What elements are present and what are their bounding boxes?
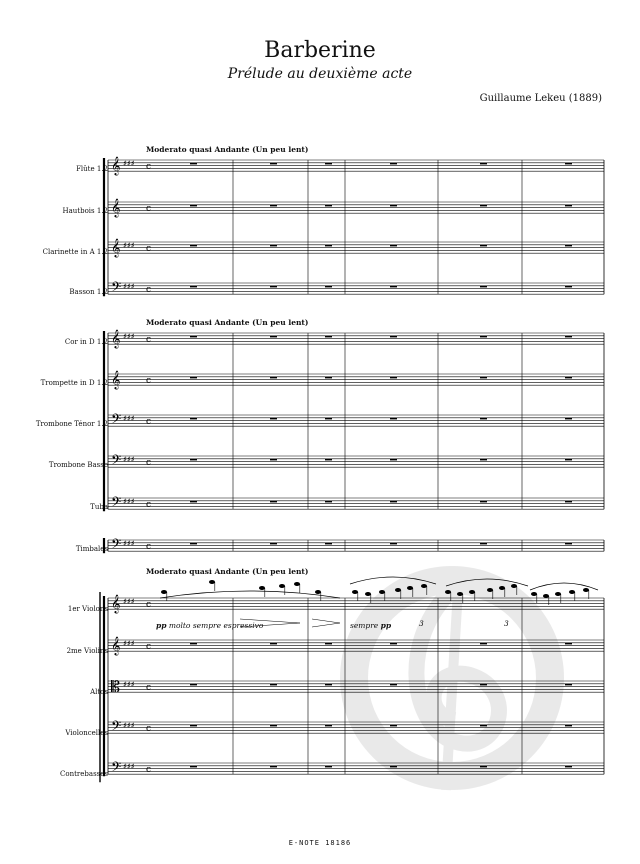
whole-rest (270, 684, 277, 686)
label-clarinet: Clarinette in A 1.2 (42, 248, 108, 256)
whole-rest (325, 286, 332, 288)
key-signature-sharps: ♯♯♯ (123, 414, 135, 423)
whole-rest (190, 418, 197, 420)
whole-rest (565, 501, 572, 503)
clef-icon: 𝄢 (111, 279, 122, 298)
key-signature-sharps: ♯♯♯ (123, 241, 135, 250)
label-violin1: 1er Violons (67, 605, 108, 613)
common-time-icon: c (146, 600, 152, 610)
dynamic-pp: pp (156, 621, 167, 630)
note-head (379, 590, 385, 594)
whole-rest (190, 336, 197, 338)
note-head (209, 580, 215, 584)
whole-rest (390, 766, 397, 768)
label-cello: Violoncelles (65, 729, 108, 737)
common-time-icon: c (146, 335, 152, 345)
whole-rest (190, 501, 197, 503)
whole-rest (480, 205, 487, 207)
clef-icon: 𝄢 (111, 411, 122, 430)
whole-rest (480, 766, 487, 768)
label-contrabass: Contrebasses (60, 770, 108, 778)
whole-rest (390, 245, 397, 247)
note-head (315, 590, 321, 594)
whole-rest (325, 766, 332, 768)
tempo-marking-strings: Moderato quasi Andante (Un peu lent) (146, 567, 309, 576)
whole-rest (325, 163, 332, 165)
whole-rest (390, 163, 397, 165)
clef-icon: 𝄢 (111, 452, 122, 471)
common-time-icon: c (146, 162, 152, 172)
common-time-icon: c (146, 642, 152, 652)
common-time-icon: c (146, 376, 152, 386)
whole-rest (270, 163, 277, 165)
label-oboe: Hautbois 1.2 (62, 207, 108, 215)
whole-rest (390, 418, 397, 420)
triplet-marker-1: 3 (419, 619, 424, 628)
whole-rest (480, 418, 487, 420)
label-timpani: Timbales (75, 545, 108, 553)
whole-rest (390, 684, 397, 686)
whole-rest (565, 286, 572, 288)
treble-clef-watermark (340, 566, 564, 790)
clef-icon: 𝄞 (111, 370, 121, 389)
label-violin2: 2me Violins (66, 647, 108, 655)
whole-rest (390, 459, 397, 461)
whole-rest (480, 543, 487, 545)
common-time-icon: c (146, 724, 152, 734)
whole-rest (565, 725, 572, 727)
whole-rest (270, 501, 277, 503)
whole-rest (565, 684, 572, 686)
key-signature-sharps: ♯♯♯ (123, 282, 135, 291)
whole-rest (480, 245, 487, 247)
clef-icon: 𝄞 (111, 594, 121, 613)
whole-rest (390, 643, 397, 645)
common-time-icon: c (146, 500, 152, 510)
whole-rest (480, 377, 487, 379)
note-head (543, 594, 549, 598)
note-head (531, 592, 537, 596)
publisher-footer: E-NOTE 18186 (288, 839, 352, 847)
label-viola: Altos (90, 688, 108, 696)
common-time-icon: c (146, 285, 152, 295)
whole-rest (190, 684, 197, 686)
whole-rest (390, 501, 397, 503)
key-signature-sharps: ♯♯♯ (123, 762, 135, 771)
note-head (469, 590, 475, 594)
whole-rest (325, 418, 332, 420)
whole-rest (390, 377, 397, 379)
whole-rest (325, 643, 332, 645)
key-signature-sharps: ♯♯♯ (123, 332, 135, 341)
note-head (407, 586, 413, 590)
key-signature-sharps: ♯♯♯ (123, 159, 135, 168)
whole-rest (325, 501, 332, 503)
composer-credit: Guillaume Lekeu (1889) (479, 93, 602, 104)
whole-rest (480, 643, 487, 645)
whole-rest (480, 459, 487, 461)
common-time-icon: c (146, 204, 152, 214)
whole-rest (270, 543, 277, 545)
whole-rest (325, 336, 332, 338)
whole-rest (325, 245, 332, 247)
note-head (499, 586, 505, 590)
tempo-marking-brass: Moderato quasi Andante (Un peu lent) (146, 318, 309, 327)
note-head (279, 584, 285, 588)
whole-rest (565, 418, 572, 420)
whole-rest (270, 643, 277, 645)
whole-rest (390, 725, 397, 727)
key-signature-sharps: ♯♯♯ (123, 721, 135, 730)
clef-icon: 𝄞 (111, 198, 121, 217)
whole-rest (480, 286, 487, 288)
note-head (421, 584, 427, 588)
whole-rest (190, 459, 197, 461)
common-time-icon: c (146, 765, 152, 775)
whole-rest (325, 543, 332, 545)
common-time-icon: c (146, 542, 152, 552)
decrescendo-hairpin (312, 619, 340, 627)
note-head (365, 592, 371, 596)
whole-rest (565, 643, 572, 645)
tempo-marking-woodwinds: Moderato quasi Andante (Un peu lent) (146, 145, 309, 154)
note-head (457, 592, 463, 596)
whole-rest (190, 286, 197, 288)
key-signature-sharps: ♯♯♯ (123, 455, 135, 464)
whole-rest (325, 205, 332, 207)
note-head (445, 590, 451, 594)
whole-rest (325, 684, 332, 686)
piece-title: Barberine (264, 38, 376, 63)
whole-rest (190, 543, 197, 545)
whole-rest (270, 418, 277, 420)
whole-rest (270, 286, 277, 288)
clef-icon: 𝄢 (111, 759, 122, 778)
key-signature-sharps: ♯♯♯ (123, 539, 135, 548)
whole-rest (190, 163, 197, 165)
whole-rest (325, 459, 332, 461)
whole-rest (565, 459, 572, 461)
clef-icon: 𝄢 (111, 718, 122, 737)
key-signature-sharps: ♯♯♯ (123, 639, 135, 648)
whole-rest (325, 377, 332, 379)
whole-rest (565, 245, 572, 247)
dynamic-pp-molto (156, 621, 263, 630)
label-trombone-bass: Trombone Basse (48, 461, 108, 469)
whole-rest (565, 377, 572, 379)
label-trumpet: Trompette in D 1.2 (40, 379, 108, 387)
whole-rest (190, 377, 197, 379)
whole-rest (390, 205, 397, 207)
clef-icon: 𝄡 (111, 677, 120, 696)
label-tuba: Tuba (90, 503, 108, 511)
clef-icon: 𝄢 (111, 536, 122, 555)
whole-rest (325, 725, 332, 727)
note-head (569, 590, 575, 594)
common-time-icon: c (146, 683, 152, 693)
whole-rest (390, 286, 397, 288)
key-signature-sharps: ♯♯♯ (123, 680, 135, 689)
slur (160, 591, 340, 598)
clef-icon: 𝄞 (111, 636, 121, 655)
whole-rest (565, 205, 572, 207)
whole-rest (270, 205, 277, 207)
whole-rest (270, 766, 277, 768)
note-head (583, 588, 589, 592)
note-head (555, 592, 561, 596)
triplet-marker-2: 3 (504, 619, 509, 628)
whole-rest (565, 336, 572, 338)
whole-rest (190, 245, 197, 247)
whole-rest (565, 543, 572, 545)
whole-rest (270, 725, 277, 727)
whole-rest (390, 336, 397, 338)
whole-rest (270, 245, 277, 247)
whole-rest (390, 543, 397, 545)
note-head (161, 590, 167, 594)
key-signature-sharps: ♯♯♯ (123, 597, 135, 606)
clef-icon: 𝄞 (111, 238, 121, 257)
label-bassoon: Basson 1.2 (69, 288, 108, 296)
piece-subtitle: Prélude au deuxième acte (227, 66, 413, 82)
clef-icon: 𝄢 (111, 494, 122, 513)
label-horn: Cor in D 1.2 (64, 338, 108, 346)
note-head (487, 588, 493, 592)
common-time-icon: c (146, 244, 152, 254)
whole-rest (190, 725, 197, 727)
note-head (294, 582, 300, 586)
whole-rest (270, 377, 277, 379)
whole-rest (190, 205, 197, 207)
dynamic-pp-2: pp (380, 621, 392, 630)
dynamic-sempre-pp (350, 621, 391, 630)
common-time-icon: c (146, 417, 152, 427)
whole-rest (270, 459, 277, 461)
label-flute: Flûte 1.2 (76, 165, 108, 173)
note-head (511, 584, 517, 588)
note-head (395, 588, 401, 592)
whole-rest (190, 766, 197, 768)
note-head (352, 590, 358, 594)
clef-icon: 𝄞 (111, 329, 121, 348)
key-signature-sharps: ♯♯♯ (123, 497, 135, 506)
whole-rest (480, 163, 487, 165)
whole-rest (565, 163, 572, 165)
whole-rest (270, 336, 277, 338)
whole-rest (480, 725, 487, 727)
clef-icon: 𝄞 (111, 156, 121, 175)
sempre-text: sempre (350, 621, 379, 630)
expression-text: molto sempre espressivo (168, 621, 264, 630)
whole-rest (565, 766, 572, 768)
whole-rest (480, 501, 487, 503)
label-trombone-tenor: Trombone Ténor 1.2 (35, 420, 108, 428)
whole-rest (190, 643, 197, 645)
whole-rest (480, 336, 487, 338)
whole-rest (480, 684, 487, 686)
note-head (259, 586, 265, 590)
common-time-icon: c (146, 458, 152, 468)
